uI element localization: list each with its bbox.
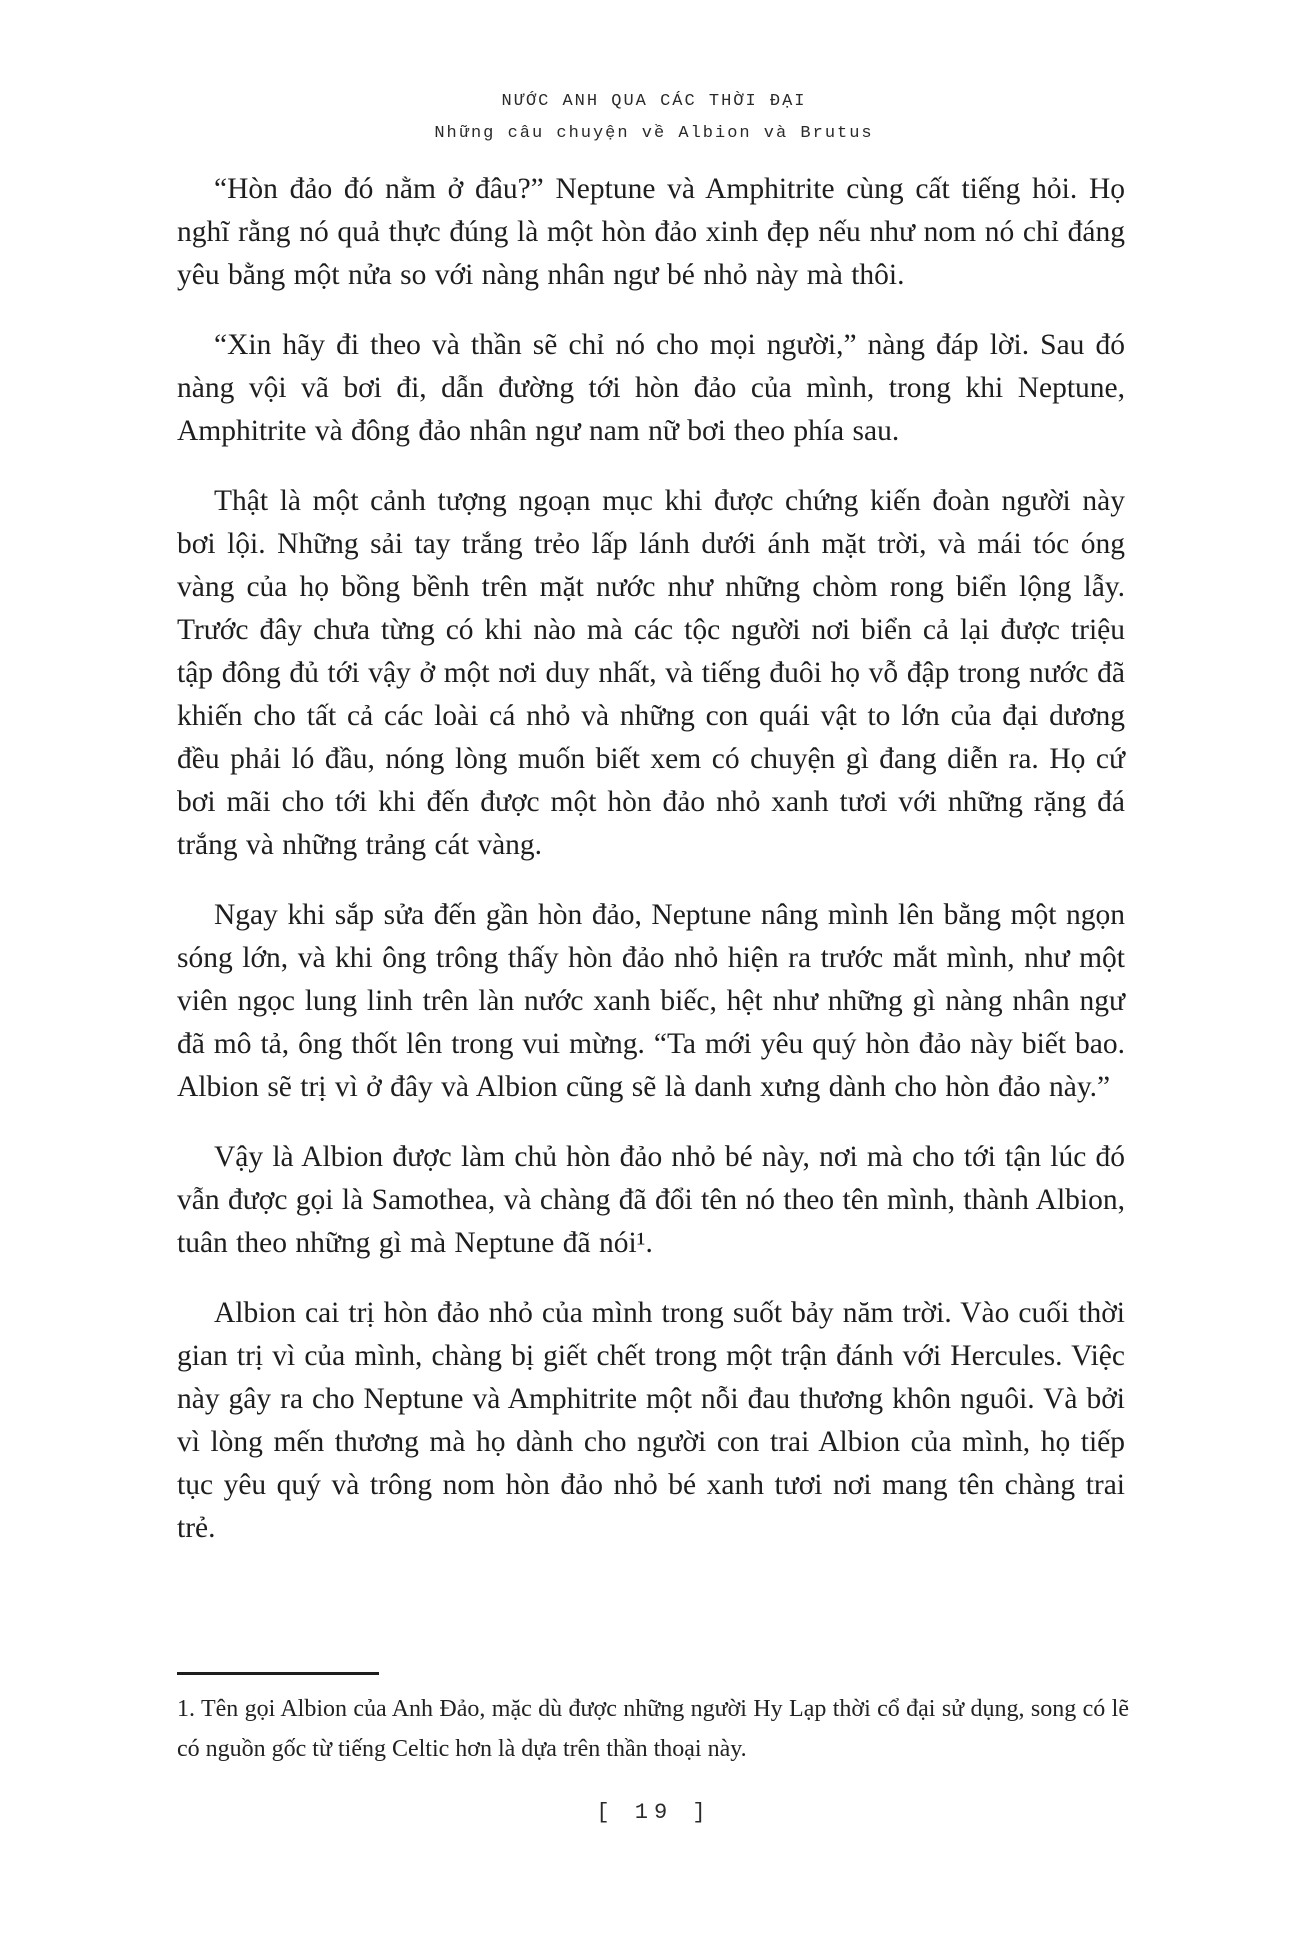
page-number: [ 19 ] <box>596 1800 712 1825</box>
body-paragraph: Vậy là Albion được làm chủ hòn đảo nhỏ bé này, nơi mà cho tới tận lúc đó vẫn được gọi là Samothea, và chàng đã đổi tên nó theo tên mình, thành Albion, tuân theo những gì mà Neptune đã nói¹. <box>177 1141 1125 1259</box>
footnote-separator <box>177 1672 379 1675</box>
body-text <box>177 168 1125 1577</box>
body-paragraph: Ngay khi sắp sửa đến gần hòn đảo, Neptune nâng mình lên bằng một ngọn sóng lớn, và khi ông trông thấy hòn đảo nhỏ hiện ra trước mắt mình, như một viên ngọc lung linh trên làn nước xanh biếc, hệt như những gì nàng nhân ngư đã mô tả, ông thốt lên trong vui mừng. “Ta mới yêu quý hòn đảo này biết bao. Albion sẽ trị vì ở đây và Albion cũng sẽ là danh xưng dành cho hòn đảo này.” <box>177 899 1125 1103</box>
footnote-block <box>177 1672 1129 1769</box>
footnote-text: 1. Tên gọi Albion của Anh Đảo, mặc dù được những người Hy Lạp thời cổ đại sử dụng, song có lẽ có nguồn gốc từ tiếng Celtic hơn là dựa trên thần thoại này. <box>177 1696 1129 1762</box>
body-paragraph: “Xin hãy đi theo và thần sẽ chỉ nó cho mọi người,” nàng đáp lời. Sau đó nàng vội vã bơi đi, dẫn đường tới hòn đảo của mình, trong khi Neptune, Amphitrite và đông đảo nhân ngư nam nữ bơi theo phía sau. <box>177 329 1125 447</box>
body-paragraph: Thật là một cảnh tượng ngoạn mục khi được chứng kiến đoàn người này bơi lội. Những sải tay trắng trẻo lấp lánh dưới ánh mặt trời, và mái tóc óng vàng của họ bồng bềnh trên mặt nước như những chòm rong biển lộng lẫy. Trước đây chưa từng có khi nào mà các tộc người nơi biển cả lại được triệu tập đông đủ tới vậy ở một nơi duy nhất, và tiếng đuôi họ vỗ đập trong nước đã khiến cho tất cả các loài cá nhỏ và những con quái vật to lớn của đại dương đều phải ló đầu, nóng lòng muốn biết xem có chuyện gì đang diễn ra. Họ cứ bơi mãi cho tới khi đến được một hòn đảo nhỏ xanh tươi với những rặng đá trắng và những trảng cát vàng. <box>177 485 1125 861</box>
book-title: NƯỚC ANH QUA CÁC THỜI ĐẠI <box>501 92 807 111</box>
body-paragraph: Albion cai trị hòn đảo nhỏ của mình trong suốt bảy năm trời. Vào cuối thời gian trị vì của mình, chàng bị giết chết trong một trận đánh với Hercules. Việc này gây ra cho Neptune và Amphitrite một nỗi đau thương khôn nguôi. Và bởi vì lòng mến thương mà họ dành cho người con trai Albion của mình, họ tiếp tục yêu quý và trông nom hòn đảo nhỏ bé xanh tươi nơi mang tên chàng trai trẻ. <box>177 1297 1125 1544</box>
chapter-subtitle: Những câu chuyện về Albion và Brutus <box>434 124 874 143</box>
body-paragraph: “Hòn đảo đó nằm ở đâu?” Neptune và Amphitrite cùng cất tiếng hỏi. Họ nghĩ rằng nó quả thực đúng là một hòn đảo xinh đẹp nếu như nom nó chỉ đáng yêu bằng một nửa so với nàng nhân ngư bé nhỏ này mà thôi. <box>177 173 1125 291</box>
page-header <box>0 0 1308 143</box>
